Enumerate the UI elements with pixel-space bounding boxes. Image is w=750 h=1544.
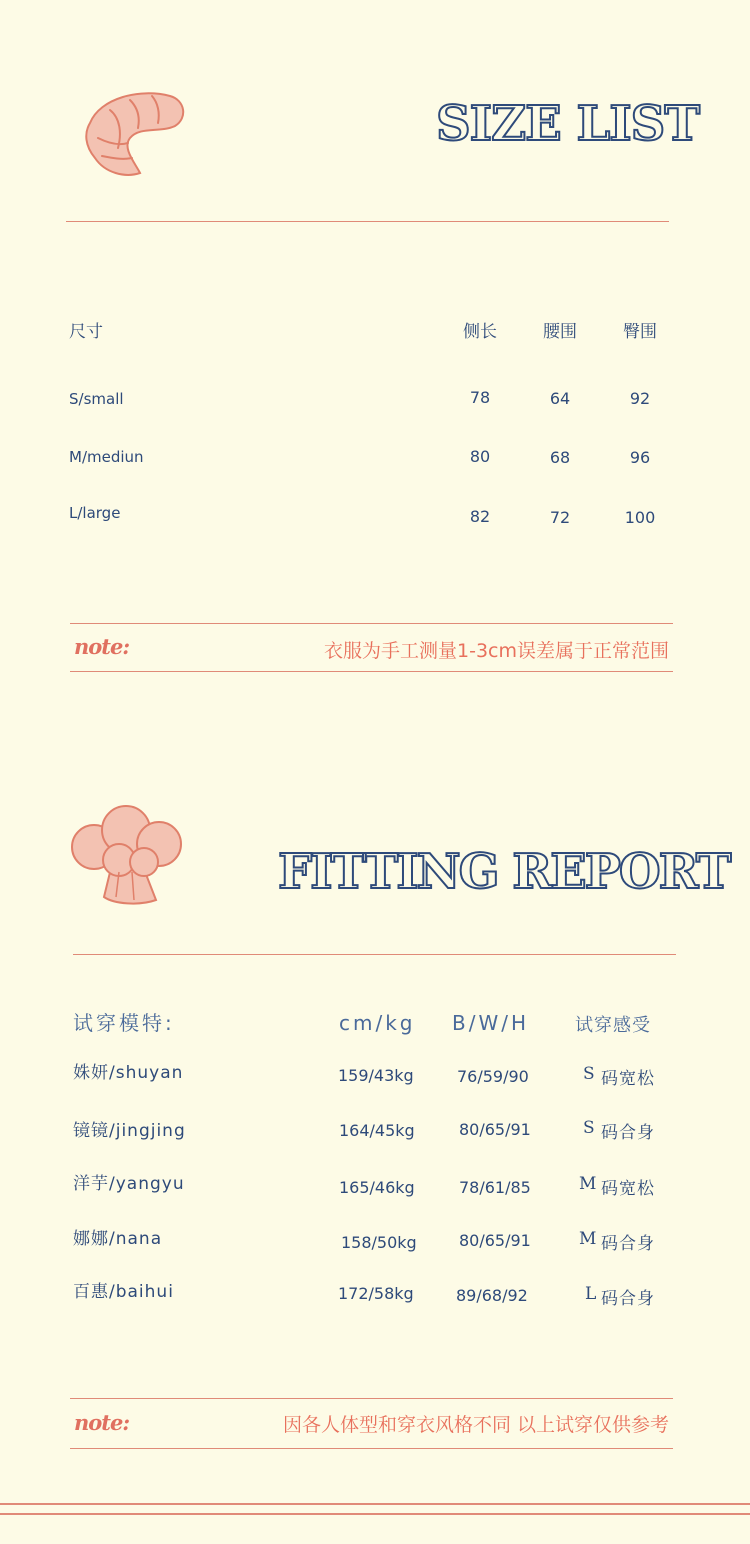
size-value: 96 — [629, 448, 651, 467]
size-label: S/small — [69, 390, 124, 408]
header-feel: 试穿感受 — [575, 1015, 651, 1036]
size-label: M/mediun — [69, 448, 144, 466]
size-value: 92 — [629, 389, 651, 408]
model-bwh: 89/68/92 — [456, 1286, 528, 1305]
footer-line-bottom — [0, 1513, 750, 1515]
note-label: note: — [74, 1410, 130, 1435]
header-size: 尺寸 — [69, 322, 103, 342]
note-text: 因各人体型和穿衣风格不同 以上试穿仅供参考 — [282, 1414, 669, 1436]
footer-line-top — [0, 1503, 750, 1505]
size-label: L/large — [69, 504, 121, 522]
size-list-title: SIZE LIST — [436, 96, 700, 152]
note-label: note: — [74, 634, 130, 659]
size-value: 82 — [469, 507, 491, 526]
croissant-icon — [80, 88, 190, 183]
broccoli-icon — [64, 802, 186, 912]
model-feel: 码合身 — [601, 1123, 655, 1143]
model-size: M — [579, 1174, 598, 1194]
fitting-report-title: FITTING REPORT — [278, 844, 730, 900]
model-cmkg: 158/50kg — [341, 1233, 417, 1252]
model-bwh: 80/65/91 — [459, 1120, 531, 1139]
model-cmkg: 165/46kg — [339, 1178, 415, 1197]
model-cmkg: 164/45kg — [339, 1121, 415, 1140]
header-model: 试穿模特: — [73, 1011, 175, 1035]
divider — [66, 221, 669, 222]
header-side-length: 侧长 — [463, 322, 497, 342]
size-value: 68 — [549, 448, 571, 467]
header-hip: 臀围 — [623, 322, 657, 342]
model-name: 娜娜/nana — [73, 1229, 163, 1249]
note-divider-bottom — [70, 671, 673, 672]
size-value: 100 — [624, 508, 656, 527]
model-cmkg: 172/58kg — [338, 1284, 414, 1303]
note-divider-top — [70, 623, 673, 624]
model-name: 百惠/baihui — [73, 1282, 174, 1302]
model-bwh: 78/61/85 — [459, 1178, 531, 1197]
model-size: L — [585, 1284, 598, 1304]
model-size: S — [583, 1064, 596, 1084]
size-value: 64 — [549, 389, 571, 408]
header-waist: 腰围 — [543, 322, 577, 342]
size-value: 72 — [549, 508, 571, 527]
size-value: 78 — [469, 388, 491, 407]
model-feel: 码合身 — [601, 1234, 655, 1254]
model-name: 洋芋/yangyu — [73, 1174, 185, 1194]
note-divider-bottom — [70, 1448, 673, 1449]
model-cmkg: 159/43kg — [338, 1066, 414, 1085]
header-bwh: B/W/H — [452, 1011, 530, 1035]
model-feel: 码宽松 — [601, 1179, 655, 1199]
note-divider-top — [70, 1398, 673, 1399]
model-size: M — [579, 1229, 598, 1249]
divider — [73, 954, 676, 955]
model-size: S — [583, 1118, 596, 1138]
model-feel: 码宽松 — [601, 1069, 655, 1089]
model-name: 镜镜/jingjing — [73, 1121, 186, 1141]
header-cmkg: cm/kg — [339, 1011, 416, 1035]
size-value: 80 — [469, 447, 491, 466]
note-text: 衣服为手工测量1-3cm误差属于正常范围 — [324, 640, 669, 662]
model-bwh: 80/65/91 — [459, 1231, 531, 1250]
model-bwh: 76/59/90 — [457, 1067, 529, 1086]
model-feel: 码合身 — [601, 1289, 655, 1309]
model-name: 姝妍/shuyan — [73, 1063, 184, 1083]
